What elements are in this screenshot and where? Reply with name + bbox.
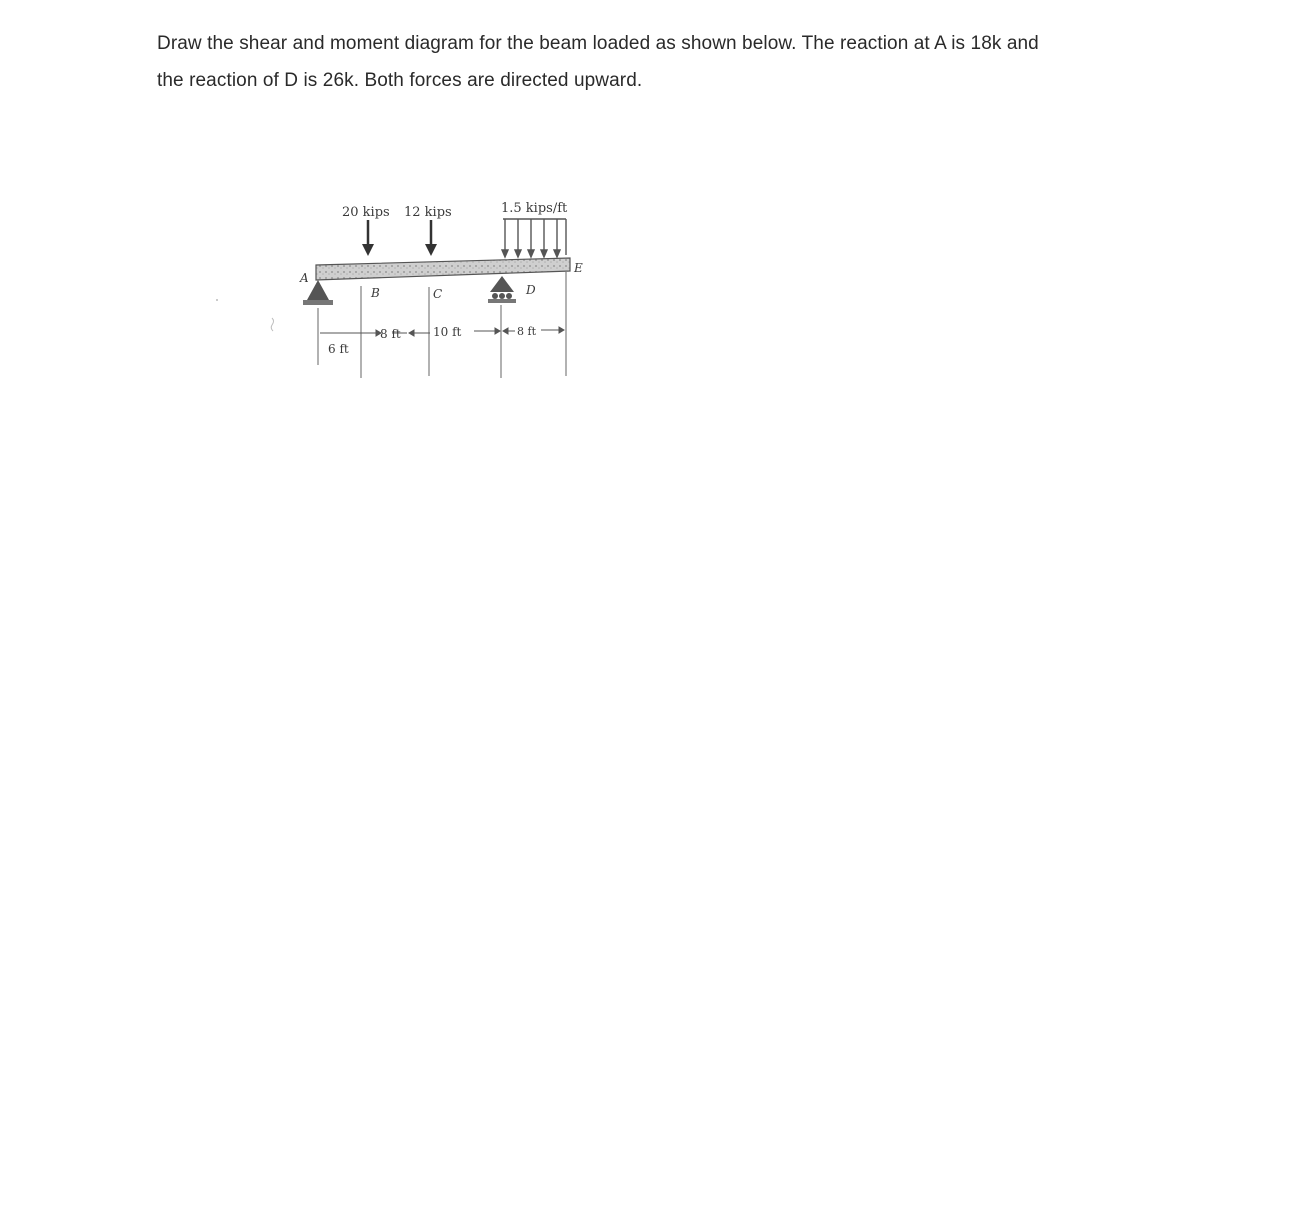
roller-support-d (488, 276, 516, 303)
problem-text-line-1: Draw the shear and moment diagram for the beam loaded as shown below. The reaction at A is 18k and (157, 33, 1039, 54)
scan-artifact (216, 299, 274, 331)
beam (316, 258, 570, 280)
distributed-load (502, 219, 566, 257)
point-load-arrow-c (425, 220, 437, 256)
point-label-d: D (526, 283, 536, 297)
point-label-b: B (371, 286, 380, 300)
point-label-c: C (433, 287, 443, 301)
load-label-20-kips: 20 kips (342, 205, 390, 220)
point-load-arrow-b (362, 220, 374, 256)
point-label-e: E (574, 261, 583, 275)
load-label-distributed: 1.5 kips/ft (501, 201, 568, 216)
dimension-label-bc: 8 ft (380, 327, 401, 341)
problem-text-line-2: the reaction of D is 26k. Both forces are directed upward. (157, 70, 643, 91)
dimension-label-ab: 6 ft (328, 342, 349, 356)
dimension-label-cd: 10 ft (433, 325, 462, 339)
load-label-12-kips: 12 kips (404, 205, 452, 220)
point-label-a: A (300, 271, 309, 285)
dimension-label-de: 8 ft (517, 325, 536, 338)
